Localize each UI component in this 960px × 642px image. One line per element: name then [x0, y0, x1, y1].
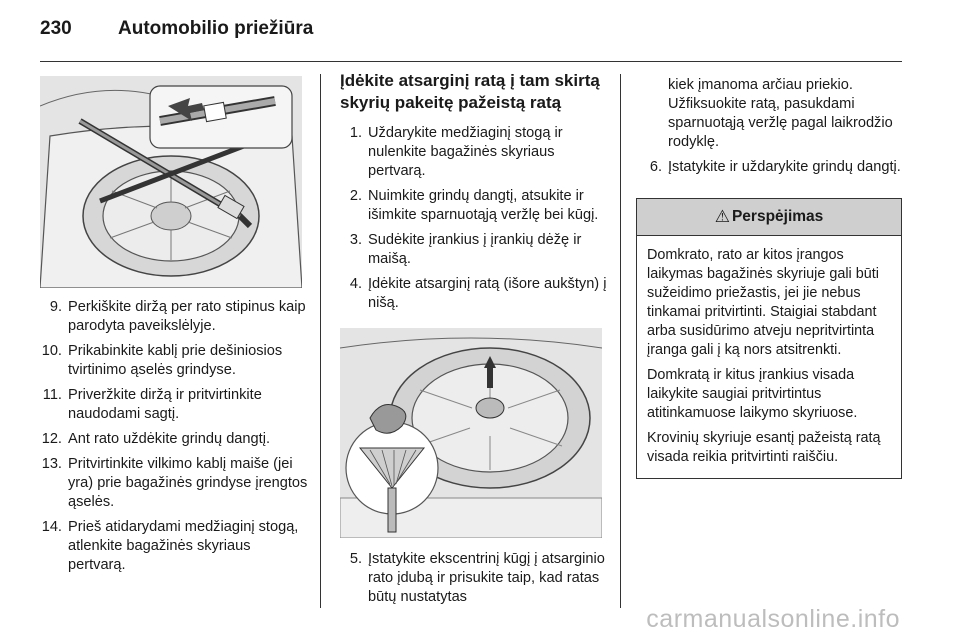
step-number: 10.: [41, 343, 62, 359]
spare-wheel-cone-illustration: [340, 328, 602, 538]
step-number: 14.: [41, 519, 62, 535]
step-5: [340, 550, 608, 607]
middle-steps-list: [340, 124, 608, 313]
section-title: Įdėkite atsarginį ratą į tam skirtą skyrių pakeitę pažeistą ratą: [340, 71, 600, 112]
warning-box: [636, 198, 902, 479]
page-header: [40, 18, 313, 40]
step-text: Nuimkite grindų dangtį, atsukite ir išimkite sparnuotąją veržlę bei kūgį.: [368, 188, 599, 223]
step-12: [40, 430, 308, 449]
warning-title: Perspėjimas: [731, 208, 824, 225]
trunk-strap-illustration: [40, 76, 302, 288]
trunk-strap-drawing: [40, 76, 302, 288]
step-number: 9.: [49, 299, 62, 315]
warning-paragraph: Krovinių skyriuje esantį pažeistą ratą visada reikia pritvirtinti raiščiu.: [647, 430, 881, 465]
step-text: Prieš atidarydami medžiaginį stogą, atlenkite bagažinės skyriaus pertvarą.: [68, 519, 299, 573]
step-text: Perkiškite diržą per rato stipinus kaip parodyta paveikslėlyje.: [68, 299, 306, 334]
right-steps-list: [640, 76, 902, 177]
step-number: 13.: [41, 456, 62, 472]
step-4: [340, 275, 608, 313]
step-text: kiek įmanoma arčiau priekio. Užfiksuokite ratą, pasukdami sparnuotąją veržlę pagal laikrodžio rodyklę.: [668, 77, 893, 150]
warning-header: [637, 199, 901, 236]
warning-triangle-icon: ⚠: [714, 207, 730, 226]
step-text: Sudėkite įrankius į įrankių dėžę ir maišą.: [368, 232, 582, 267]
step-2: [340, 187, 608, 225]
step-text: Pritvirtinkite vilkimo kablį maiše (jei yra) prie bagažinės grindyse įrengtos ąselės.: [68, 456, 308, 510]
step-number: 12.: [41, 431, 62, 447]
step-3: [340, 231, 608, 269]
step-text: Priveržkite diržą ir pritvirtinkite naudodami sagtį.: [68, 387, 262, 422]
step-number: 2.: [349, 188, 362, 204]
step-number: 11.: [42, 387, 62, 403]
step-number: 4.: [349, 276, 362, 292]
header-rule: [40, 61, 902, 62]
middle-steps-list-2: [340, 550, 608, 607]
step-11: [40, 386, 308, 424]
column-divider-1: [320, 74, 321, 608]
warning-body: [637, 236, 901, 467]
step-5-continued: [640, 76, 902, 152]
column-divider-2: [620, 74, 621, 608]
middle-column-bottom: [340, 550, 608, 613]
step-1: [340, 124, 608, 181]
step-number: 6.: [649, 159, 662, 175]
middle-column: [340, 70, 608, 319]
page-title: Automobilio priežiūra: [118, 18, 314, 39]
step-10: [40, 342, 308, 380]
step-number: 3.: [349, 232, 362, 248]
step-text: Įstatykite ir uždarykite grindų dangtį.: [668, 159, 901, 175]
step-number: 1.: [349, 125, 362, 141]
step-14: [40, 518, 308, 575]
warning-paragraph: Domkrato, rato ar kitos įrangos laikymas bagažinės skyriuje gali būti sužeidimo priežastis, jei jie nebus tinkamai pritvirtinti. Staigiai stabdant arba susidūrimo atveju nepritvirtinta įranga gali į ką nors atsitrenkti.: [647, 247, 879, 358]
right-column: [640, 76, 902, 183]
step-number: 5.: [349, 551, 362, 567]
step-text: Uždarykite medžiaginį stogą ir nulenkite bagažinės skyriaus pertvarą.: [368, 125, 563, 179]
page-number: 230: [40, 18, 72, 39]
step-text: Prikabinkite kablį prie dešiniosios tvirtinimo ąselės grindyse.: [68, 343, 283, 378]
left-column: [40, 298, 308, 581]
step-9: [40, 298, 308, 336]
step-13: [40, 455, 308, 512]
step-text: Ant rato uždėkite grindų dangtį.: [68, 431, 271, 447]
step-6: [640, 158, 902, 177]
spare-wheel-drawing: [340, 328, 602, 538]
watermark: carmanualsonline.info: [646, 605, 900, 633]
step-text: Įdėkite atsarginį ratą (išore aukštyn) į nišą.: [368, 276, 607, 311]
warning-paragraph: Domkratą ir kitus įrankius visada laikykite saugiai pritvirtintus atitinkamuose laikymo skyriuose.: [647, 367, 858, 421]
step-text: Įstatykite ekscentrinį kūgį į atsarginio rato įdubą ir prisukite taip, kad ratas būtų nustatytas: [368, 551, 605, 605]
left-steps-list: [40, 298, 308, 575]
